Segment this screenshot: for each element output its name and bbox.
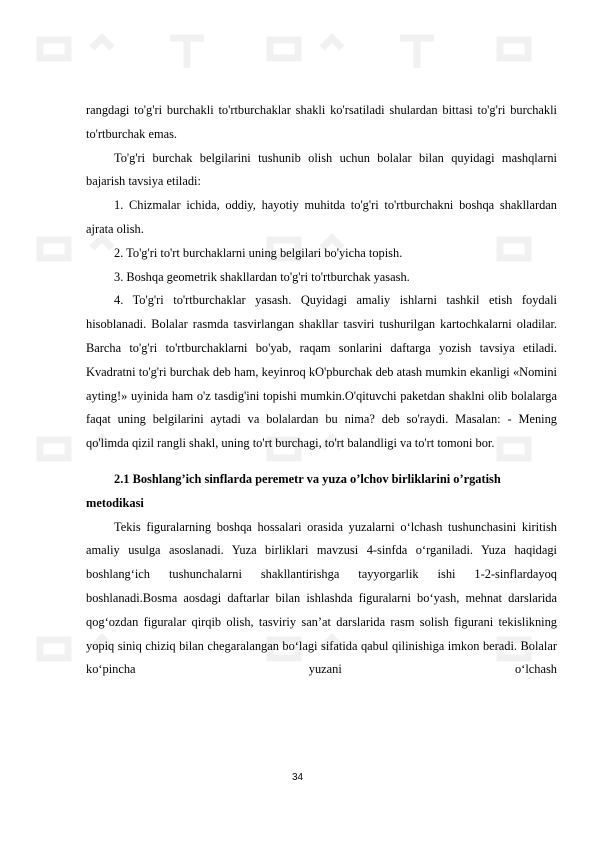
document-body — [86, 99, 557, 682]
list-item: 4. To'g'ri to'rtburchaklar yasash. Quyidagi amaliy ishlarni tashkil etish foydali hisoblanadi. Bolalar rasmda tasvirlangan shakllar tasviri tushurilgan kartochkalarni oladilar. Barcha to'g'ri to'rtburchaklarni bo'yab, raqam sonlarini daftarga yozish tavsiya etiladi. Kvadratni to'g'ri burchak deb ham, keyinroq kO'pburchak deb atash mumkin ekanligi «Nomini ayting!» uyinida ham o'z tasdig'ini topishi mumkin.O'qituvchi paketdan shaklni olib bolalarga faqat uning belgilarini aytadi va bolalardan bu nima? deb so'raydi. Masalan: - Mening qo'limda qizil rangli shakl, uning to'rt burchagi, to'rt balandligi va to'rt tomoni bor. — [86, 293, 557, 451]
paragraph: rangdagi to'g'ri burchakli to'rtburchaklar shakli ko'rsatiladi shulardan bittasi to'g'ri burchakli to'rtburchak emas. — [86, 103, 557, 141]
page-number: 34 — [291, 772, 304, 783]
list-item: 3. Boshqa geometrik shakllardan to'g'ri to'rtburchak yasash. — [114, 269, 410, 284]
list-item: 1. Chizmalar ichida, oddiy, hayotiy muhitda to'g'ri to'rtburchakni boshqa shakllardan ajrata olish. — [86, 198, 557, 236]
list-item: 2. To'g'ri to'rt burchaklarni uning belgilari bo'yicha topish. — [114, 245, 403, 260]
section-gap — [86, 456, 557, 468]
paragraph: To'g'ri burchak belgilarini tushunib olish uchun bolalar bilan quyidagi mashqlarni bajarish tavsiya etiladi: — [86, 150, 557, 189]
section-heading: 2.1 Boshlang’ich sinflarda peremetr va yuza o’lchov birliklarini o’rgatish metodikasi — [86, 471, 501, 510]
paragraph: Tekis figuralarning boshqa hossalari orasida yuzalarni o‘lchash tushunchasini kiritish amaliy usulga asoslanadi. Yuza birliklari mavzusi 4-sinfda o‘rganiladi. Yuza haqidagi boshlang‘ich tushunchalarni shakllantirishga tayyorgarlik ishi 1-2-sinflardayoq boshlanadi.Bosma aosdagi daftarlar bilan ishlashda figuralarni bo‘yash, mehnat darslarida qog‘ozdan figuralar qirqib olish, tasviriy san’at darslarida rasm solish figurani tekislikning yopiq siniq chiziq bilan chegaralangan bo‘lagi sifatida qabul qilinishiga imkon beradi. Bolalar ko‘pincha yuzani o‘lchash — [86, 519, 557, 677]
